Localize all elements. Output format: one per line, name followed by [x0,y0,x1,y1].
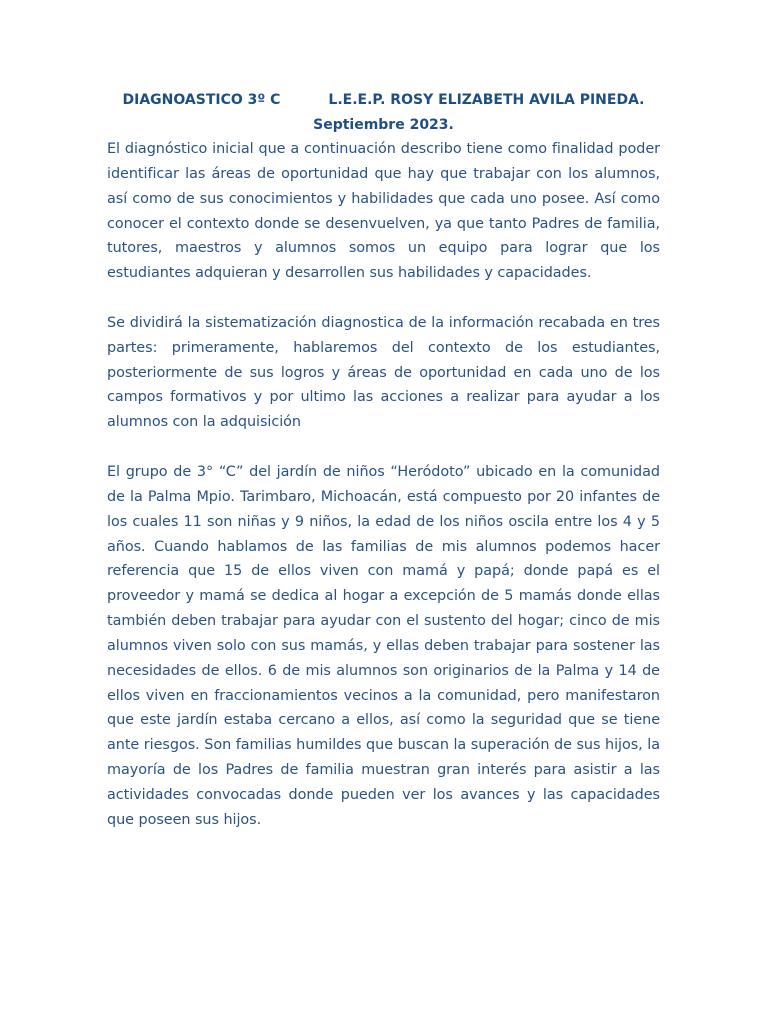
document-title: DIAGNOASTICO 3º C [122,92,281,108]
teacher-name: L.E.E.P. ROSY ELIZABETH AVILA PINEDA. [328,92,645,108]
paragraph-spacer [107,286,660,311]
paragraph-intro: El diagnóstico inicial que a continuación describo tiene como finalidad poder identificar las áreas de oportunidad que hay que trabajar con los alumnos, así como de sus conocimientos y habilidades que cada uno posee. Así como conocer el contexto donde se desenvuelven, ya que tanto Padres de familia, tutores, maestros y alumnos somos un equipo para lograr que los estudiantes adquieran y desarrollen sus habilidades y capacidades. [107,141,660,282]
paragraph-spacer [107,435,660,460]
document-heading [107,88,660,112]
document-page [107,88,660,833]
paragraph-group-context: El grupo de 3° “C” del jardín de niños “Heródoto” ubicado en la comunidad de la Palma Mpio. Tarimbaro, Michoacán, está compuesto por 20 infantes de los cuales 11 son niñas y 9 niños, la edad de los niños oscila entre los 4 y 5 años. Cuando hablamos de las familias de mis alumnos podemos hacer referencia que 15 de ellos viven con mamá y papá; donde papá es el proveedor y mamá se dedica al hogar a excepción de 5 mamás donde ellas también deben trabajar para ayudar con el sustento del hogar; cinco de mis alumnos viven solo con sus mamás, y ellas deben trabajar para sostener las necesidades de ellos. 6 de mis alumnos son originarios de la Palma y 14 de ellos viven en fraccionamientos vecinos a la comunidad, pero manifestaron que este jardín estaba cercano a ellos, así como la seguridad que se tiene ante riesgos. Son familias humildes que buscan la superación de sus hijos, la mayoría de los Padres de familia muestran gran interés para asistir a las actividades convocadas donde pueden ver los avances y las capacidades que poseen sus hijos. [107,463,660,828]
paragraph-method: Se dividirá la sistematización diagnostica de la información recabada en tres partes: primeramente, hablaremos del contexto de los estudiantes, posteriormente de sus logros y áreas de oportunidad en cada uno de los campos formativos y por ultimo las acciones a realizar para ayudar a los alumnos con la adquisición [107,314,660,431]
document-date: Septiembre 2023. [313,117,454,133]
